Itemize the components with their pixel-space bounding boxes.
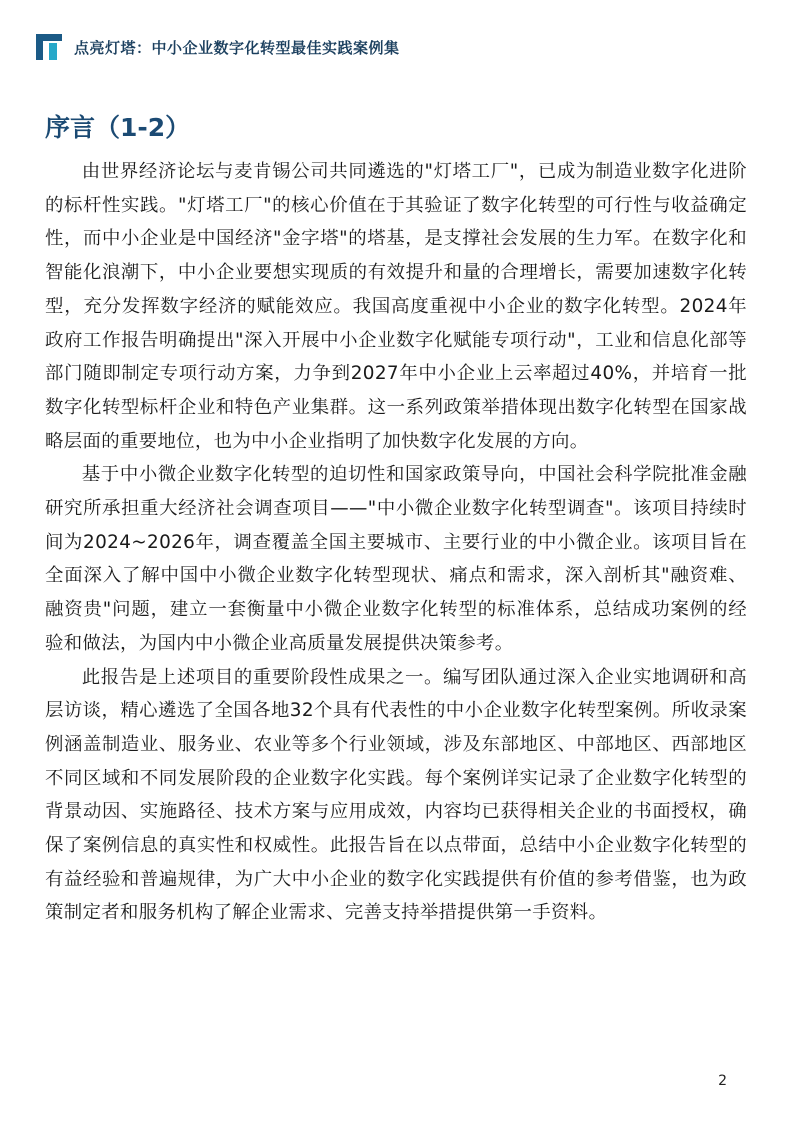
section-title: 序言（1-2） <box>45 113 191 142</box>
page-number: 2 <box>718 1073 727 1089</box>
lighthouse-logo-icon <box>36 34 62 60</box>
paragraph: 基于中小微企业数字化转型的迫切性和国家政策导向，中国社会科学院批准金融研究所承担重大经济社会调查项目——"中小微企业数字化转型调查"。该项目持续时间为2024~2026年，调查覆盖全国主要城市、主要行业的中小微企业。该项目旨在全面深入了解中国中小微企业数字化转型现状、痛点和需求，深入剖析其"融资难、融资贵"问题，建立一套衡量中小微企业数字化转型的标准体系，总结成功案例的经验和做法，为国内中小微企业高质量发展提供决策参考。 <box>45 464 747 654</box>
header-title: 点亮灯塔：中小企业数字化转型最佳实践案例集 <box>74 38 400 57</box>
paragraph: 此报告是上述项目的重要阶段性成果之一。编写团队通过深入企业实地调研和高层访谈，精心遴选了全国各地32个具有代表性的中小企业数字化转型案例。所收录案例涵盖制造业、服务业、农业等多个行业领域，涉及东部地区、中部地区、西部地区不同区域和不同发展阶段的企业数字化实践。每个案例详实记录了企业数字化转型的背景动因、实施路径、技术方案与应用成效，内容均已获得相关企业的书面授权，确保了案例信息的真实性和权威性。此报告旨在以点带面，总结中小企业数字化转型的有益经验和普遍规律，为广大中小企业的数字化实践提供有价值的参考借鉴，也为政策制定者和服务机构了解企业需求、完善支持举措提供第一手资料。 <box>45 666 747 924</box>
page-header <box>36 30 755 64</box>
body-text <box>45 155 747 930</box>
paragraph: 由世界经济论坛与麦肯锡公司共同遴选的"灯塔工厂"，已成为制造业数字化进阶的标杆性实践。"灯塔工厂"的核心价值在于其验证了数字化转型的可行性与收益确定性，而中小企业是中国经济"金字塔"的塔基，是支撑社会发展的生力军。在数字化和智能化浪潮下，中小企业要想实现质的有效提升和量的合理增长，需要加速数字化转型，充分发挥数字经济的赋能效应。我国高度重视中小企业的数字化转型。2024年政府工作报告明确提出"深入开展中小企业数字化赋能专项行动"，工业和信息化部等部门随即制定专项行动方案，力争到2027年中小企业上云率超过40%，并培育一批数字化转型标杆企业和特色产业集群。这一系列政策举措体现出数字化转型在国家战略层面的重要地位，也为中小企业指明了加快数字化发展的方向。 <box>45 161 747 452</box>
